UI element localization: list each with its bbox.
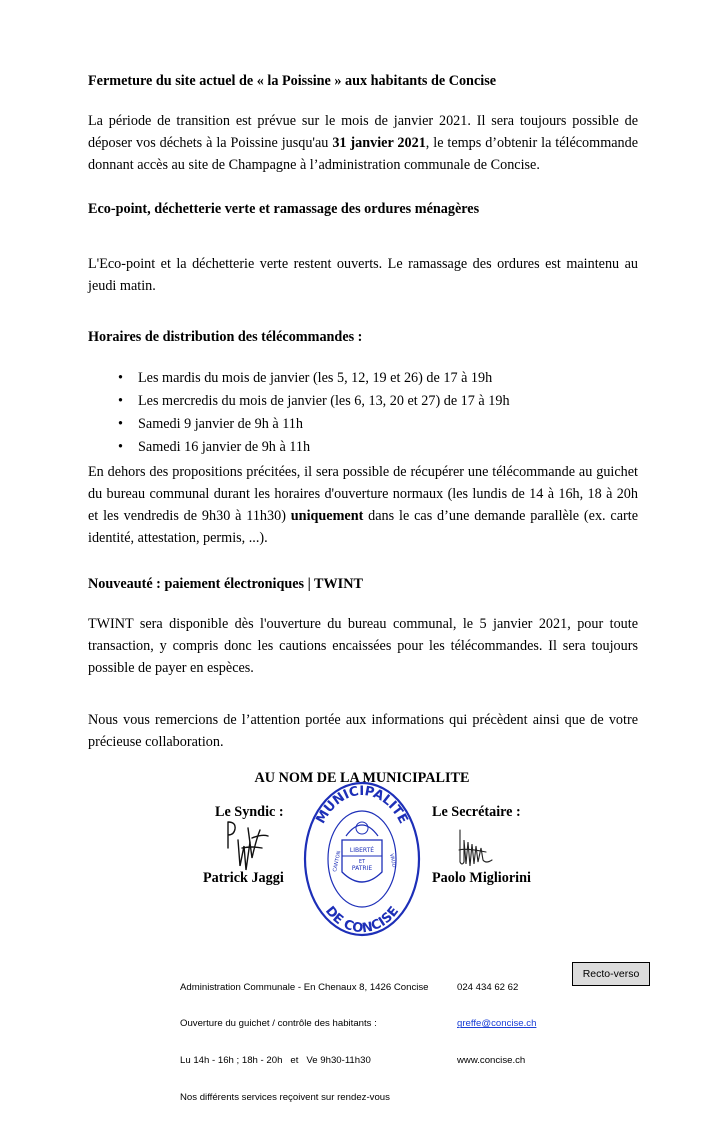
stamp-top-text: MUNICIPALITÉ bbox=[313, 784, 411, 827]
syndic-signature-icon bbox=[222, 818, 272, 876]
bullet-icon: • bbox=[118, 439, 123, 455]
footer-line: Ouverture du guichet / contrôle des habitants : bbox=[180, 1018, 377, 1030]
secretaire-signature-icon bbox=[456, 826, 496, 870]
paragraph-line: du bureau communal durant les horaires d'ouverture normaux (les lundis de 14 à 16h, 18 à 20h bbox=[88, 486, 638, 502]
paragraph-line: La période de transition est prévue sur le mois de janvier 2021. Il sera toujours possible de bbox=[88, 113, 638, 129]
list-item-text: Les mardis du mois de janvier (les 5, 12, 19 et 26) de 17 à 19h bbox=[138, 370, 493, 386]
paragraph-line: jeudi matin. bbox=[88, 278, 156, 294]
paragraph-closing bbox=[88, 709, 638, 753]
paragraph-line: L'Eco-point et la déchetterie verte restent ouverts. Le ramassage des ordures est maintenu au bbox=[88, 256, 638, 272]
text-run: , le temps d’obtenir la télécommande bbox=[425, 135, 639, 151]
footer-email-link[interactable]: greffe@concise.ch bbox=[457, 1018, 537, 1030]
list-item-text: Samedi 9 janvier de 9h à 11h bbox=[138, 416, 303, 432]
paragraph-twint bbox=[88, 613, 638, 679]
paragraph-line: précieuse collaboration. bbox=[88, 734, 224, 750]
text-run: déposer vos déchets à la Poissine jusqu'au bbox=[88, 135, 333, 151]
bullet-icon: • bbox=[118, 416, 123, 432]
schedule-list bbox=[118, 367, 510, 459]
bullet-icon: • bbox=[118, 393, 123, 409]
list-item bbox=[118, 436, 510, 459]
footer-phone: 024 434 62 62 bbox=[457, 981, 519, 993]
paragraph-ecopoint bbox=[88, 253, 638, 297]
paragraph-transition bbox=[88, 110, 638, 176]
paragraph-line bbox=[88, 132, 638, 154]
paragraph-line: En dehors des propositions précitées, il sera possible de récupérer une télécommande au guichet bbox=[88, 464, 638, 480]
paragraph-line: TWINT sera disponible dès l'ouverture du bureau communal, le 5 janvier 2021, pour toute bbox=[88, 616, 638, 632]
text-run: dans le cas d’une demande parallèle (ex. carte bbox=[363, 508, 638, 524]
bullet-icon: • bbox=[118, 370, 123, 386]
text-run: et les vendredis de 9h30 à 11h30) bbox=[88, 508, 291, 524]
stamp-shield-text-2: ET bbox=[358, 859, 366, 865]
footer-website[interactable]: www.concise.ch bbox=[457, 1055, 526, 1067]
stamp-shield-text-3: PATRIE bbox=[351, 865, 373, 872]
signature-title: AU NOM DE LA MUNICIPALITE bbox=[254, 770, 470, 786]
footer-address bbox=[180, 957, 429, 1129]
syndic-label: Le Syndic : bbox=[215, 804, 284, 820]
list-item-text: Les mercredis du mois de janvier (les 6, 13, 20 et 27) de 17 à 19h bbox=[138, 393, 510, 409]
list-item bbox=[118, 367, 510, 390]
emphasis-text: uniquement bbox=[290, 508, 364, 524]
list-item-text: Samedi 16 janvier de 9h à 11h bbox=[138, 439, 311, 455]
deadline-date: 31 janvier 2021 bbox=[332, 135, 426, 151]
stamp-left-text: CANTON bbox=[332, 850, 343, 873]
footer-line: Lu 14h - 16h ; 18h - 20h et Ve 9h30-11h30 bbox=[180, 1055, 371, 1067]
recto-verso-badge: Recto-verso bbox=[572, 962, 650, 986]
paragraph-line: donnant accès au site de Champagne à l’administration communale de Concise. bbox=[88, 157, 540, 173]
section-heading-poissine: Fermeture du site actuel de « la Poissine » aux habitants de Concise bbox=[88, 73, 497, 89]
section-heading-horaires: Horaires de distribution des télécommandes : bbox=[88, 329, 363, 345]
paragraph-line bbox=[88, 505, 638, 527]
footer-line: Nos différents services reçoivent sur rendez-vous bbox=[180, 1092, 390, 1104]
footer-line: Administration Communale - En Chenaux 8, 1426 Concise bbox=[180, 981, 429, 993]
stamp-shield-text-1: LIBERTÉ bbox=[349, 847, 375, 854]
paragraph-line: possible de payer en espèces. bbox=[88, 660, 254, 676]
paragraph-guichet bbox=[88, 461, 638, 549]
paragraph-line: identité, attestation, permis, ...). bbox=[88, 530, 268, 546]
municipal-stamp bbox=[302, 780, 422, 938]
paragraph-line: transaction, y compris donc les cautions encaissées pour les télécommandes. Il sera toujours bbox=[88, 638, 638, 654]
stamp-bottom-text: DE CONCISE bbox=[321, 903, 403, 937]
section-heading-twint: Nouveauté : paiement électroniques | TWINT bbox=[88, 576, 363, 592]
stamp-right-text: VAUD bbox=[388, 853, 397, 869]
secretaire-name: Paolo Migliorini bbox=[432, 870, 531, 886]
list-item bbox=[118, 413, 510, 436]
secretaire-label: Le Secrétaire : bbox=[432, 804, 521, 820]
syndic-name: Patrick Jaggi bbox=[203, 870, 284, 886]
paragraph-line: Nous vous remercions de l’attention portée aux informations qui précèdent ainsi que de votre bbox=[88, 712, 638, 728]
footer-contact bbox=[457, 957, 536, 1092]
list-item bbox=[118, 390, 510, 413]
section-heading-ecopoint: Eco-point, déchetterie verte et ramassage des ordures ménagères bbox=[88, 201, 480, 217]
